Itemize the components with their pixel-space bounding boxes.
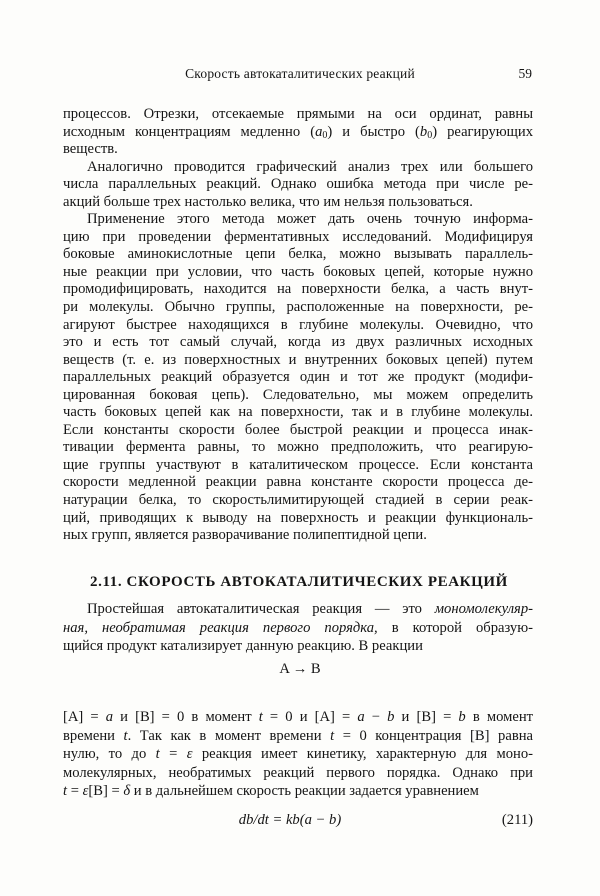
text-segment: Аналогично проводится графический анализ трех или большего [87, 158, 533, 175]
text-line [63, 782, 533, 801]
text-segment: − [364, 709, 388, 725]
italic-segment: ная, необратимая реакция первого порядка, [63, 619, 378, 636]
section-intro-paragraph [63, 600, 533, 656]
text-line [63, 600, 533, 619]
text-line [63, 176, 533, 194]
text-segment: и [B] = 0 в момент [113, 709, 259, 725]
text-segment: в момент [465, 709, 533, 725]
text-segment: = 0 и [A] = [262, 709, 358, 725]
text-line [63, 299, 533, 317]
text-line [63, 637, 533, 656]
text-segment: веществ. [63, 141, 118, 158]
text-segment: = [159, 746, 187, 762]
text-line [63, 457, 533, 475]
text-segment: ри молекулы. Обычно группы, расположенные на поверхности, ре- [63, 299, 533, 316]
text-line [63, 352, 533, 370]
text-line [63, 510, 533, 528]
text-line [63, 387, 533, 405]
italic-segment: ε [186, 746, 193, 762]
text-line [63, 764, 533, 783]
text-segment: процессов. Отрезки, отсекаемые прямыми на оси ординат, равны [63, 106, 533, 122]
text-segment: цированная боковая цепь). Следовательно, мы можем определить [63, 386, 533, 403]
text-segment: щие группы участвуют в каталитическом процессе. Если константа [63, 456, 533, 473]
conditions-paragraph [63, 708, 533, 801]
text-segment: и в дальнейшем скорость реакции задается уравнением [130, 783, 479, 799]
subscript: 0 [322, 129, 328, 141]
text-line [63, 369, 533, 387]
italic-segment: b [387, 709, 395, 725]
text-segment: это и есть тот самый случай, когда из двух различных исходных [63, 334, 533, 351]
text-line [63, 492, 533, 510]
text-segment: Если константы скорости более быстрой реакции и процесса инак- [63, 421, 533, 438]
text-segment: промодифицировать, находится на поверхности белка, а часть внут- [63, 281, 533, 298]
text-segment: = [67, 783, 83, 799]
text-segment: ) реагирующих [432, 123, 533, 140]
text-segment: ных групп, является разворачивание полипептидной цепи. [63, 527, 427, 544]
text-line [63, 229, 533, 247]
text-line [63, 745, 533, 764]
italic-segment: t [258, 709, 263, 725]
text-line [63, 727, 533, 746]
text-segment: и [B] = [394, 709, 459, 725]
italic-segment: t [155, 746, 160, 762]
text-line [63, 194, 533, 212]
text-line [63, 334, 533, 352]
text-segment: скорости медленной реакции равна константе скорости процесса де- [63, 474, 533, 491]
text-segment: исходным концентрациям медленно ( [63, 123, 316, 140]
text-line [63, 246, 533, 264]
text-segment: цию при проведении ферментативных исследований. Модифицируя [63, 228, 533, 245]
italic-segment: b [419, 123, 428, 140]
text-segment: Применение этого метода может дать очень точную информа- [87, 211, 533, 228]
italic-segment: b [458, 709, 466, 725]
text-segment: параллельных реакций образуется один и тот же продукт (модифи- [63, 369, 533, 386]
text-segment: в которой образую- [377, 619, 533, 636]
italic-segment: δ [123, 783, 131, 799]
italic-segment: a [105, 709, 114, 725]
equation-number: (211) [501, 812, 533, 828]
italic-segment: t [330, 727, 335, 744]
text-segment: тивации фермента равны, то можно предположить, что реагирую- [63, 439, 533, 456]
text-segment: натурации белка, то скоростьлимитирующей стадией в серии реак- [63, 492, 533, 509]
text-line [63, 527, 533, 545]
text-line [63, 708, 533, 727]
running-header [0, 66, 600, 84]
text-segment: ) и быстро ( [327, 123, 420, 140]
italic-segment: мономолекуляр- [434, 601, 533, 617]
text-segment: боковые аминокислотные цепи белка, можно вызывать параллель- [63, 246, 533, 263]
text-line [63, 474, 533, 492]
text-segment: нулю, то до [63, 746, 156, 762]
body-text-block [63, 106, 533, 545]
text-line [63, 159, 533, 177]
text-line [63, 264, 533, 282]
text-line [63, 317, 533, 335]
text-segment: = 0 концентрация [B] равна [334, 727, 533, 744]
text-line [63, 124, 533, 142]
page-number: 59 [518, 66, 532, 81]
text-line [63, 619, 533, 638]
italic-segment: a [357, 709, 365, 725]
text-line [63, 141, 533, 159]
italic-segment: a [315, 123, 323, 140]
text-line [63, 404, 533, 422]
subscript: 0 [427, 129, 433, 141]
text-segment: времени [63, 727, 124, 744]
text-segment: . Так как в момент времени [127, 727, 331, 744]
text-segment: щийся продукт катализирует данную реакцию. В реакции [63, 638, 423, 654]
italic-segment: ε [82, 783, 89, 799]
text-segment: агируют быстрее находящихся в глубине молекулы. Очевидно, что [63, 316, 533, 333]
text-segment: [A] = [63, 709, 106, 725]
text-segment: реакция имеет кинетику, характерную для моно- [192, 746, 533, 762]
rate-equation: db/dt = kb(a − b) [238, 812, 342, 828]
italic-segment: t [123, 727, 128, 744]
text-segment: веществ (т. е. из поверхностных и внутренних боковых цепей) путем [63, 351, 533, 368]
italic-segment: t [63, 783, 68, 799]
text-segment: часть боковых цепей как на поверхности, так и в глубине молекулы. [63, 404, 533, 421]
section-heading: 2.11. СКОРОСТЬ АВТОКАТАЛИТИЧЕСКИХ РЕАКЦИЙ [90, 574, 508, 590]
reaction-formula: A → B [279, 661, 321, 677]
text-line [63, 211, 533, 229]
text-segment: числа параллельных реакций. Однако ошибка метода при числе ре- [63, 176, 533, 193]
text-line [63, 281, 533, 299]
running-title: Скорость автокаталитических реакций [185, 66, 415, 81]
text-segment: акций больше трех настолько велика, что им нельзя пользоваться. [63, 193, 473, 210]
text-line [63, 439, 533, 457]
text-segment: ные реакции при условии, что часть боковых цепей, которые нужно [63, 263, 533, 280]
text-line [63, 106, 533, 124]
text-segment: молекулярных, необратимых реакций первого порядка. Однако при [63, 764, 533, 781]
text-segment: [B] = [88, 783, 124, 799]
text-line [63, 422, 533, 440]
text-segment: ций, приводящих к выводу на поверхность и реакции функциональ- [63, 509, 533, 526]
text-segment: Простейшая автокаталитическая реакция — это [87, 601, 435, 617]
